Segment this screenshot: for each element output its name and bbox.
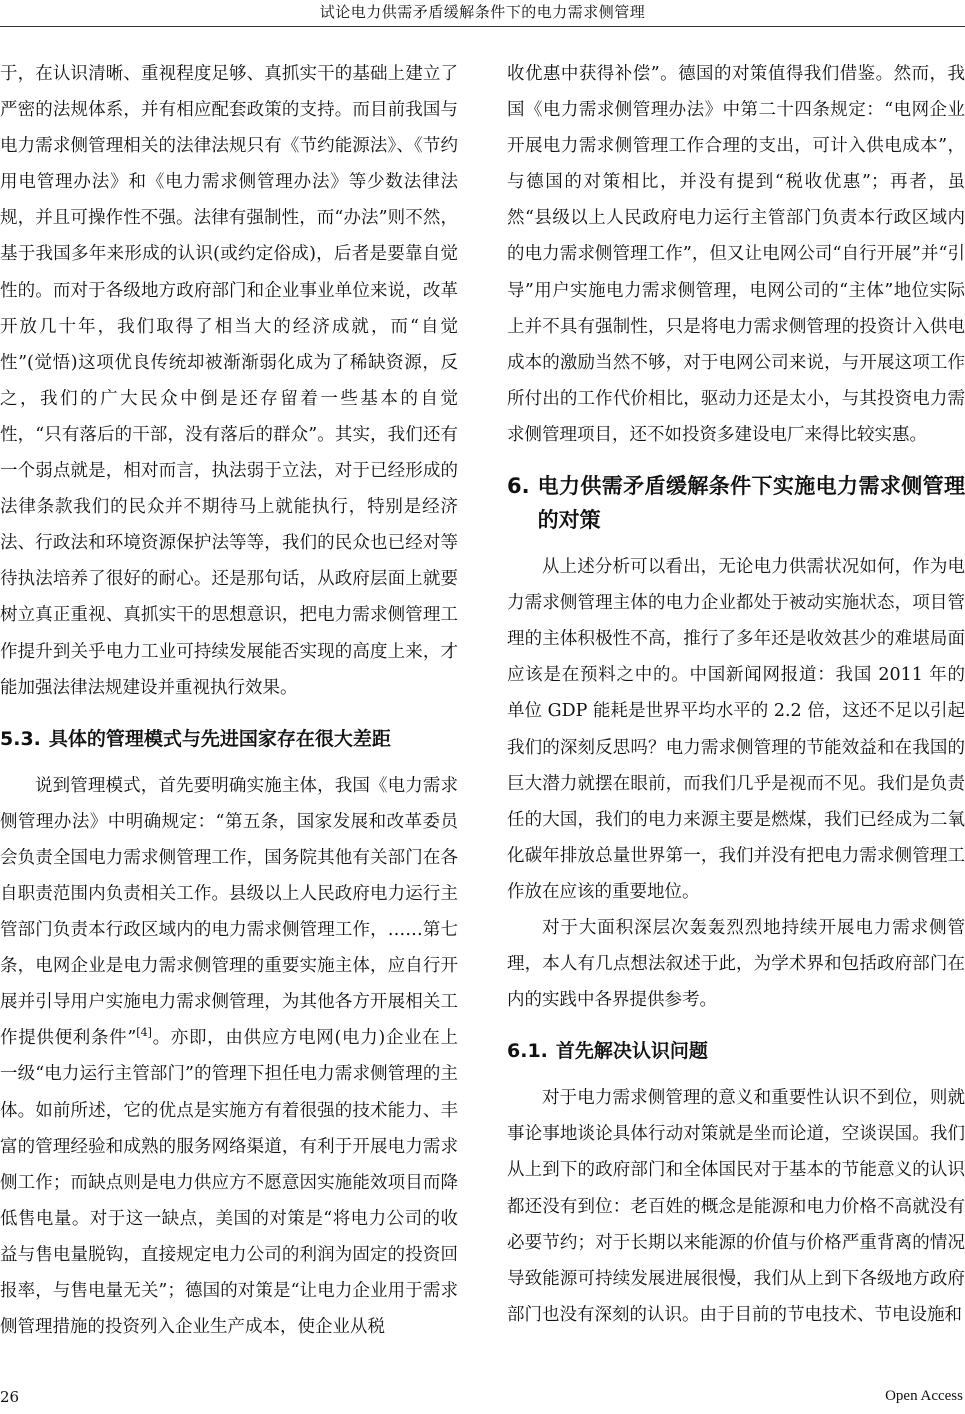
paragraph: 收优惠中获得补偿”。德国的对策值得我们借鉴。然而，我国《电力需求侧管理办法》中第二十四条规定：“电网企业开展电力需求侧管理工作合理的支出，可计入供电成本”，与德国的对策相比，并没有提到“税收优惠”；再者，虽然“县级以上人民政府电力运行主管部门负责本行政区域内的电力需求侧管理工作”，但又让电网公司“自行开展”并“引导”用户实施电力需求侧管理，电网公司的“主体”地位实际上并不具有强制性，只是将电力需求侧管理的投资计入供电成本的激励当然不够，对于电网公司来说，与开展这项工作所付出的工作代价相比，驱动力还是太小，与其投资电力需求侧管理项目，还不如投资多建设电厂来得比较实惠。 [507, 64, 965, 445]
running-header: 试论电力供需矛盾缓解条件下的电力需求侧管理 [319, 3, 646, 21]
section-heading-5-3 [0, 722, 458, 756]
publisher-label: Open Access [885, 1388, 963, 1404]
section-heading-6-1 [507, 1034, 965, 1068]
paragraph: 于，在认识清晰、重视程度足够、真抓实干的基础上建立了严密的法规体系，并有相应配套政策的支持。而目前我国与电力需求侧管理相关的法律法规只有《节约能源法》、《节约用电管理办法》和《电力需求侧管理办法》等少数法律法规，并且可操作性不强。法律有强制性，而“办法”则不然，基于我国多年来形成的认识(或约定俗成)，后者是要靠自觉性的。而对于各级地方政府部门和企业事业单位来说，改革开放几十年，我们取得了相当大的经济成就，而“自觉性”(觉悟)这项优良传统却被渐渐弱化成为了稀缺资源，反之，我们的广大民众中倒是还存留着一些基本的自觉性，“只有落后的干部，没有落后的群众”。其实，我们还有一个弱点就是，相对而言，执法弱于立法，对于已经形成的法律条款我们的民众并不期待马上就能执行，特别是经济法、行政法和环境资源保护法等等，我们的民众也已经对等待执法培养了很好的耐心。还是那句话，从政府层面上就要树立真正重视、真抓实干的思想意识，把电力需求侧管理工作提升到关乎电力工业可持续发展能否实现的高度上来，才能加强法律法规建设并重视执行效果。 [0, 64, 458, 698]
section-title: 首先解决认识问题 [555, 1040, 708, 1063]
section-number: 6.1. [507, 1040, 548, 1063]
section-number: 5.3. [0, 727, 41, 750]
left-column [0, 56, 458, 1345]
section-title: 具体的管理模式与先进国家存在很大差距 [48, 727, 391, 750]
section-heading-6 [507, 469, 965, 537]
paragraph: 对于电力需求侧管理的意义和重要性认识不到位，则就事论事地谈论具体行动对策就是坐而论道，空谈误国。我们从上到下的政府部门和全体国民对于基本的节能意义的认识都还没有到位：老百姓的概念是能源和电力价格不高就没有必要节约；对于长期以来能源的价值与价格严重背离的情况导致能源可持续发展进展很慢，我们从上到下各级地方政府部门也没有深刻的认识。由于目前的节电技术、节电设施和 [507, 1088, 965, 1325]
paragraph-text: 。亦即，由供应方电网(电力)企业在上一级“电力运行主管部门”的管理下担任电力需求侧管理的主体。如前所述，它的优点是实施方有着很强的技术能力、丰富的管理经验和成熟的服务网络渠道，有利于开展电力需求侧工作；而缺点则是电力供应方不愿意因实施能效项目而降低售电量。对于这一缺点，美国的对策是“将电力公司的收益与售电量脱钩，直接规定电力公司的利润为固定的投资回报率，与售电量无关”；德国的对策是“让电力企业用于需求侧管理措施的投资列入企业生产成本，使企业从税 [0, 1028, 458, 1338]
section-title: 电力供需矛盾缓解条件下实施电力需求侧管理的对策 [537, 474, 965, 533]
section-number: 6. [507, 474, 530, 499]
paragraph-text: 说到管理模式，首先要明确实施主体，我国《电力需求侧管理办法》中明确规定：“第五条，国家发展和改革委员会负责全国电力需求侧管理工作，国务院其他有关部门在各自职责范围内负责相关工作。县级以上人民政府电力运行主管部门负责本行政区域内的电力需求侧管理工作，……第七条，电网企业是电力需求侧管理的重要实施主体，应自行开展并引导用户实施电力需求侧管理，为其他各方开展相关工作提供便利条件” [0, 775, 458, 1049]
paragraph: 从上述分析可以看出，无论电力供需状况如何，作为电力需求侧管理主体的电力企业都处于被动实施状态，项目管理的主体积极性不高，推行了多年还是收效甚少的难堪局面应该是在预料之中的。中国新闻网报道：我国 2011 年的单位 GDP 能耗是世界平均水平的 2.2 倍，这还不足以引起我们的深刻反思吗？电力需求侧管理的节能效益和在我国的巨大潜力就摆在眼前，而我们几乎是视而不见。我们是负责任的大国，我们的电力来源主要是燃煤，我们已经成为二氧化碳年排放总量世界第一，我们并没有把电力需求侧管理工作放在应该的重要地位。 [507, 557, 965, 902]
paragraph [0, 768, 458, 1346]
header-divider [0, 26, 965, 27]
page-number: 26 [0, 1388, 20, 1406]
citation-ref[interactable]: [4] [136, 1026, 152, 1040]
paragraph: 对于大面积深层次轰轰烈烈地持续开展电力需求侧管理，本人有几点想法叙述于此，为学术界和包括政府部门在内的实践中各界提供参考。 [507, 917, 965, 1011]
right-column [507, 56, 965, 1333]
